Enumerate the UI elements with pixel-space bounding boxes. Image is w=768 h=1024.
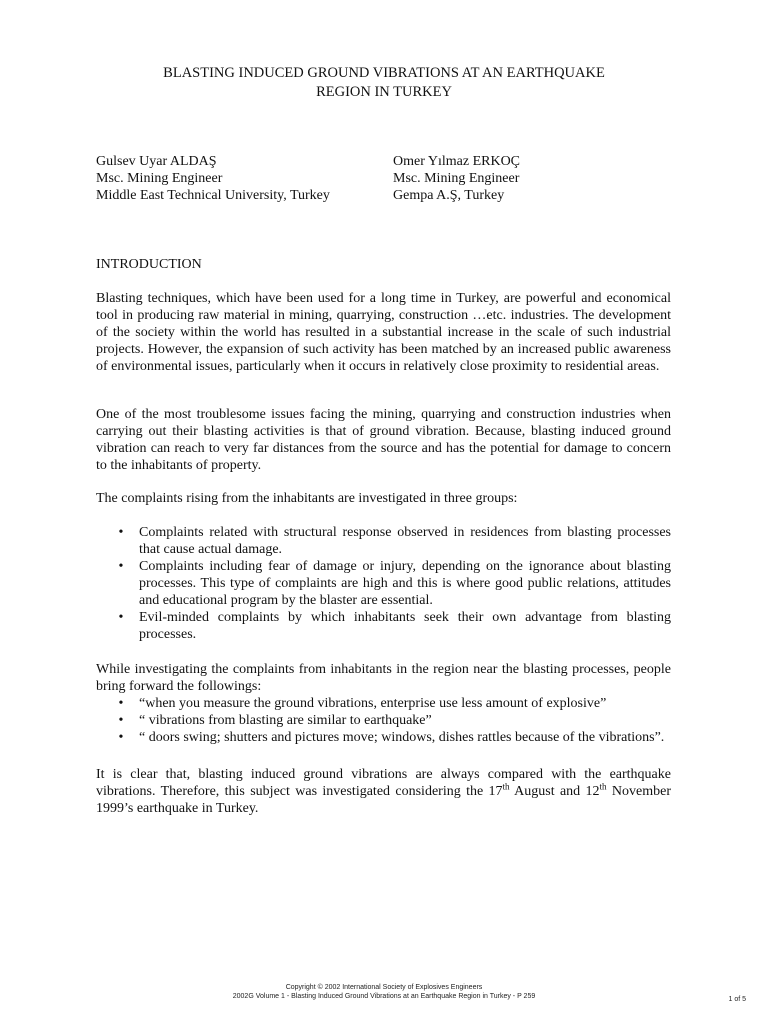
list-item-text: “ vibrations from blasting are similar to earthquake” xyxy=(139,713,432,728)
paragraph-5-text-a: It is clear that, blasting induced ground vibrations are always compared with the earthquake vibrations. Therefore, this subject was investigated considering the 17 xyxy=(96,767,671,799)
paragraph-5-text-c: November 1999’s earthquake in Turkey. xyxy=(96,784,671,816)
list-item xyxy=(96,729,671,746)
author-affiliation: Middle East Technical University, Turkey xyxy=(96,188,330,203)
paragraph-2: One of the most troublesome issues facing the mining, quarrying and construction industries when carrying out their blasting activities is that of ground vibration. Because, blasting induced ground vibration can reach to very far distances from the source and has the potential for damage to concern to the inhabitants of property. xyxy=(96,407,671,473)
section-heading-introduction: INTRODUCTION xyxy=(96,257,202,272)
list-item xyxy=(96,558,671,609)
bullet-icon: • xyxy=(118,525,124,540)
list-item-text: Complaints related with structural response observed in residences from blasting processes that cause actual damage. xyxy=(139,525,671,557)
author-name: Omer Yılmaz ERKOÇ xyxy=(393,154,521,169)
paper-title xyxy=(96,64,672,102)
ordinal-suffix: th xyxy=(502,781,510,792)
paragraph-4: While investigating the complaints from inhabitants in the region near the blasting processes, people bring forward the followings: xyxy=(96,662,671,694)
author-affiliation: Gempa A.Ş, Turkey xyxy=(393,188,505,203)
bullet-icon: • xyxy=(118,610,124,625)
list-item xyxy=(96,695,671,712)
author-block-2 xyxy=(393,153,520,204)
paragraph-3: The complaints rising from the inhabitants are investigated in three groups: xyxy=(96,491,518,506)
author-title: Msc. Mining Engineer xyxy=(393,171,520,186)
quotes-list xyxy=(96,695,671,746)
author-title: Msc. Mining Engineer xyxy=(96,171,223,186)
list-item xyxy=(96,609,671,643)
footer-copyright: Copyright © 2002 International Society of Explosives Engineers xyxy=(285,984,483,991)
paper-title-line-1: BLASTING INDUCED GROUND VIBRATIONS AT AN EARTHQUAKE xyxy=(163,65,605,81)
author-name: Gulsev Uyar ALDAŞ xyxy=(96,154,217,169)
author-block-1 xyxy=(96,153,330,204)
footer-citation: 2002G Volume 1 - Blasting Induced Ground Vibrations at an Earthquake Region in Turkey - P 259 xyxy=(232,993,536,1000)
paragraph-5 xyxy=(96,766,671,817)
paragraph-5-text-b: August and 12 xyxy=(509,784,600,799)
list-item-text: Evil-minded complaints by which inhabitants seek their own advantage from blasting processes. xyxy=(139,610,671,642)
list-item-text: “when you measure the ground vibrations, enterprise use less amount of explosive” xyxy=(139,696,607,711)
ordinal-suffix: th xyxy=(599,781,607,792)
paragraph-1: Blasting techniques, which have been used for a long time in Turkey, are powerful and economical tool in producing raw material in mining, quarrying, construction …etc. industries. The development of the society within the world has resulted in a substantial increase in the scale of such industrial projects. However, the expansion of such activity has been matched by an increased public awareness of environmental issues, particularly when it occurs in relatively close proximity to residential areas. xyxy=(96,291,671,374)
page-number: 1 of 5 xyxy=(728,996,746,1003)
bullet-icon: • xyxy=(118,730,124,745)
list-item-text: “ doors swing; shutters and pictures move; windows, dishes rattles because of the vibrations”. xyxy=(139,730,665,745)
page-footer xyxy=(96,983,672,1001)
bullet-icon: • xyxy=(118,559,124,574)
bullet-icon: • xyxy=(118,713,124,728)
list-item-text: Complaints including fear of damage or injury, depending on the ignorance about blasting processes. This type of complaints are high and this is where good public relations, attitudes and educational program by the blaster are essential. xyxy=(139,559,671,608)
complaint-groups-list xyxy=(96,524,671,643)
bullet-icon: • xyxy=(118,696,124,711)
paper-title-line-2: REGION IN TURKEY xyxy=(316,84,452,100)
list-item xyxy=(96,524,671,558)
list-item xyxy=(96,712,671,729)
